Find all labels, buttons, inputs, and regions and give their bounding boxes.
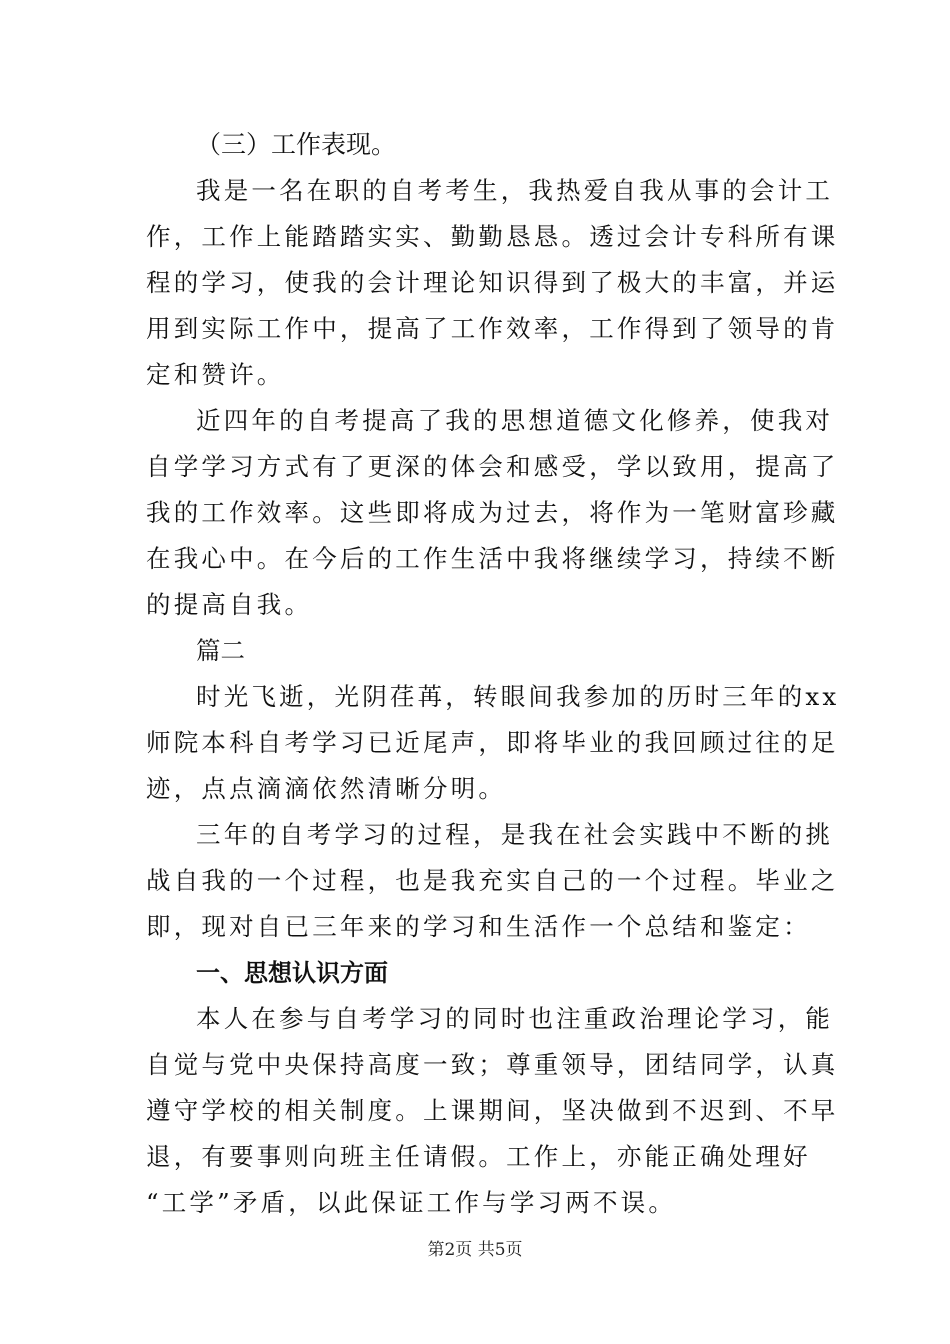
paragraph-line: 三年的自考学习的过程，是我在社会实践中不断的挑 [196, 820, 834, 849]
paragraph-line: 战自我的一个过程，也是我充实自己的一个过程。毕业之 [146, 866, 839, 895]
paragraph-work-performance [146, 168, 839, 398]
paragraph-line: 程的学习，使我的会计理论知识得到了极大的丰富，并运 [146, 268, 839, 297]
document-body [146, 122, 840, 1226]
paragraph-line: 在我心中。在今后的工作生活中我将继续学习，持续不断 [146, 544, 839, 573]
paragraph-time-flies [146, 674, 840, 812]
paragraph-line: “工学”矛盾，以此保证工作与学习两不误。 [146, 1188, 677, 1217]
paragraph-line: 定和赞许。 [146, 360, 285, 389]
paragraph-line: 时光飞逝，光阴荏苒，转眼间我参加的历时三年的xx [196, 682, 840, 711]
paragraph-line: 用到实际工作中，提高了工作效率，工作得到了领导的肯 [146, 314, 839, 343]
paragraph-line: 作，工作上能踏踏实实、勤勤恳恳。透过会计专科所有课 [146, 222, 839, 251]
paragraph-line: 自学学习方式有了更深的体会和感受，学以致用，提高了 [146, 452, 839, 481]
paragraph-line: 自觉与党中央保持高度一致；尊重领导，团结同学，认真 [146, 1050, 839, 1079]
paragraph-line: 本人在参与自考学习的同时也注重政治理论学习，能 [196, 1004, 834, 1033]
page-footer [0, 1238, 950, 1262]
page-indicator: 第2页 共5页 [427, 1240, 523, 1260]
section-heading: （三）工作表现。 [196, 130, 397, 159]
bold-heading: 一、思想认识方面 [196, 959, 388, 987]
paragraph-ideology [146, 996, 839, 1226]
paragraph-three-years [146, 812, 839, 950]
paragraph-line: 即，现对自已三年来的学习和生活作一个总结和鉴定： [146, 912, 811, 941]
paragraph-four-years [146, 398, 839, 628]
paragraph-line: 遵守学校的相关制度。上课期间，坚决做到不迟到、不早 [146, 1096, 839, 1125]
part-label: 篇二 [196, 636, 245, 665]
paragraph-line: 我是一名在职的自考考生，我热爱自我从事的会计工 [196, 176, 834, 205]
paragraph-line: 近四年的自考提高了我的思想道德文化修养，使我对 [196, 406, 834, 435]
paragraph-line: 师院本科自考学习已近尾声，即将毕业的我回顾过往的足 [146, 728, 839, 757]
paragraph-line: 退，有要事则向班主任请假。工作上，亦能正确处理好 [146, 1142, 811, 1171]
paragraph-line: 迹，点点滴滴依然清晰分明。 [146, 774, 507, 803]
paragraph-line: 的提高自我。 [146, 590, 313, 619]
paragraph-line: 我的工作效率。这些即将成为过去，将作为一笔财富珍藏 [146, 498, 839, 527]
